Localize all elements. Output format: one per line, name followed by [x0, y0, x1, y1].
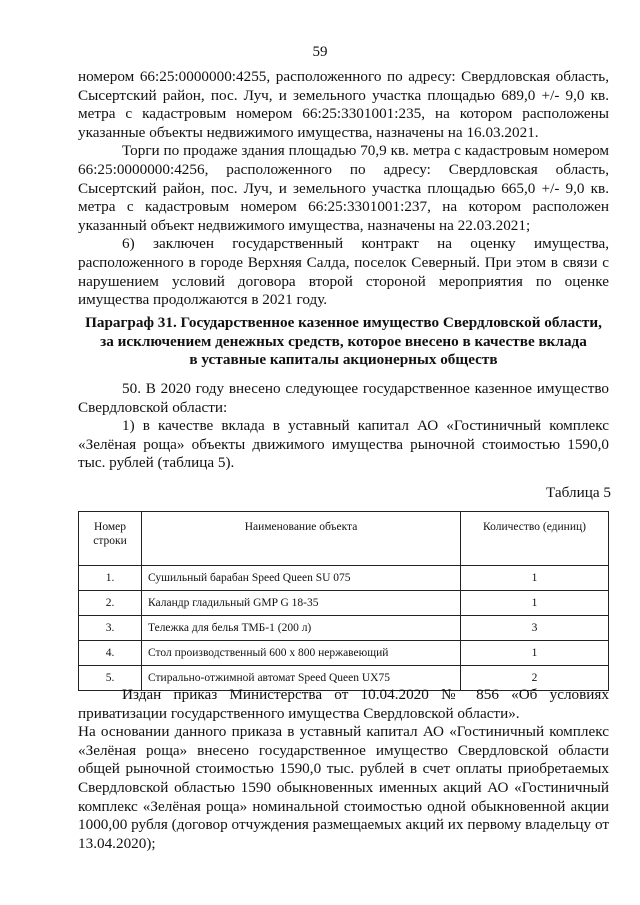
object-name: Тележка для белья ТМБ-1 (200 л)	[142, 616, 461, 641]
object-name: Стирально-отжимной автомат Speed Queen UX75	[142, 666, 461, 691]
table-row	[79, 566, 609, 591]
paragraph-basis: На основании данного приказа в уставный капитал АО «Гостиничный комплекс «Зелёная роща» внесено государственное имущество Свердловской области общей рыночной стоимостью 1590,0 тыс. рублей в счет оплаты приобретаемых Свердловской областью 1590 обыкновенных именных акций АО «Гостиничный комплекс «Зелёная роща» номинальной стоимостью одной обыкновенной акции 1000,00 рубля (договор отчуждения размещаемых акций их первому владельцу от 13.04.2020);	[78, 723, 609, 852]
row-number: 5.	[79, 666, 142, 691]
paragraph-order: Издан приказ Министерства от 10.04.2020 № 856 «Об условиях приватизации государственного имущества Свердловской области».	[78, 686, 609, 722]
heading-line: в уставные капиталы акционерных обществ	[189, 351, 498, 369]
object-name: Стол производственный 600 х 800 нержавеющий	[142, 641, 461, 666]
top-text-block	[78, 68, 609, 310]
row-number: 1.	[79, 566, 142, 591]
paragraph-item-1: 1) в качестве вклада в уставный капитал АО «Гостиничный комплекс «Зелёная роща» объекты движимого имущества рыночной стоимостью 1590,0 тыс. рублей (таблица 5).	[78, 417, 609, 472]
table-row	[79, 616, 609, 641]
paragraph-50: 50. В 2020 году внесено следующее государственное казенное имущество Свердловской области:	[78, 380, 609, 416]
section-heading	[78, 314, 609, 370]
heading-line: за исключением денежных средств, которое внесено в качестве вклада	[100, 332, 587, 350]
property-table	[78, 511, 609, 691]
row-number: 2.	[79, 591, 142, 616]
row-number: 3.	[79, 616, 142, 641]
object-name: Каландр гладильный GMP G 18-35	[142, 591, 461, 616]
heading-line: Параграф 31. Государственное казенное имущество Свердловской области,	[85, 314, 602, 331]
quantity: 1	[461, 641, 609, 666]
paragraph-item-6: 6) заключен государственный контракт на оценку имущества, расположенного в городе Верхняя Салда, поселок Северный. При этом в связи с нарушением условий договора второй стороной мероприятия по оценке имущества продолжаются в 2021 году.	[78, 235, 609, 309]
table-row	[79, 591, 609, 616]
quantity: 3	[461, 616, 609, 641]
header-quantity: Количество (единиц)	[461, 512, 609, 566]
header-object-name: Наименование объекта	[142, 512, 461, 566]
row-number: 4.	[79, 641, 142, 666]
table-row	[79, 641, 609, 666]
bottom-text-block	[78, 686, 609, 853]
paragraph-continuation: номером 66:25:0000000:4255, расположенного по адресу: Свердловская область, Сысертский район, пос. Луч, и земельного участка площадью 689,0 +/- 9,0 кв. метра с кадастровым номером 66:25:3301001:235, на котором расположены указанные объекты недвижимого имущества, назначены на 16.03.2021.	[78, 68, 609, 141]
table-header-row	[79, 512, 609, 566]
quantity: 1	[461, 591, 609, 616]
paragraph-auction: Торги по продаже здания площадью 70,9 кв. метра с кадастровым номером 66:25:0000000:4256, расположенного по адресу: Свердловская область, Сысертский район, пос. Луч, и земельного участка площадью 665,0 +/- 9,0 кв. метра с кадастровым номером 66:25:3301001:237, на котором расположен указанный объект недвижимого имущества, назначены на 22.03.2021;	[78, 142, 609, 234]
page-number: 59	[312, 44, 328, 60]
object-name: Сушильный барабан Speed Queen SU 075	[142, 566, 461, 591]
table-caption: Таблица 5	[546, 484, 611, 501]
quantity: 2	[461, 666, 609, 691]
middle-text-block	[78, 380, 609, 473]
quantity: 1	[461, 566, 609, 591]
header-row-number: Номер строки	[79, 512, 142, 566]
